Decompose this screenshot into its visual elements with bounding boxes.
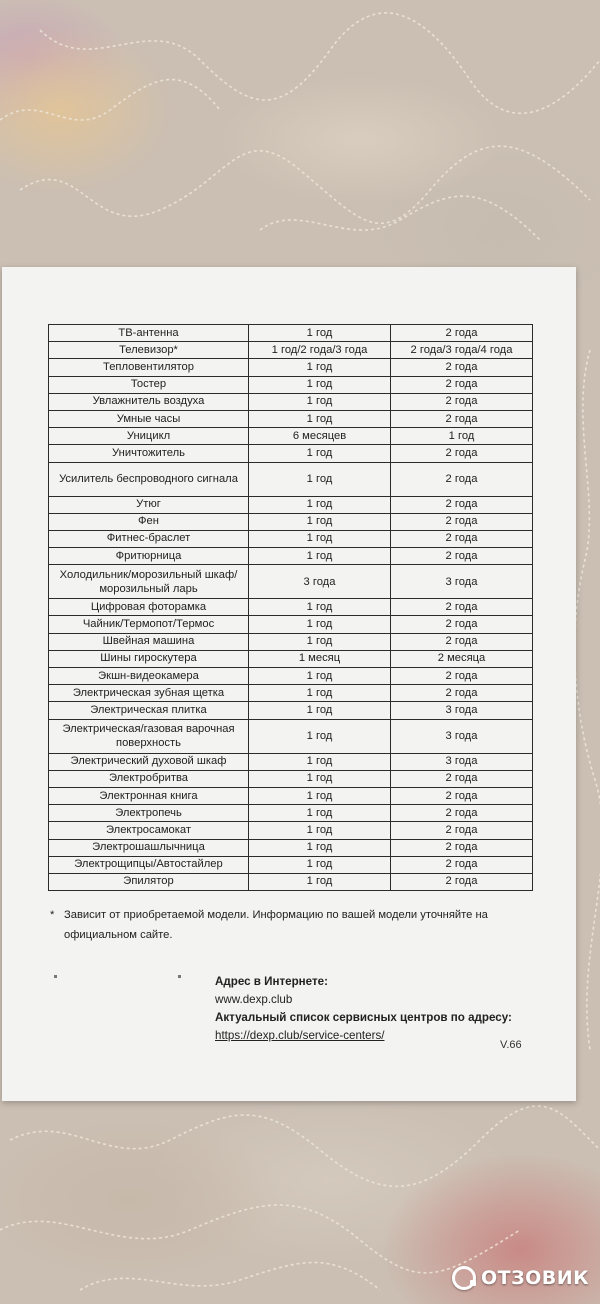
product-cell: Уничтожитель <box>49 445 249 462</box>
warranty-period-cell: 1 год <box>249 770 391 787</box>
warranty-period-cell: 1 год <box>249 513 391 530</box>
warranty-period-cell: 1 год <box>249 445 391 462</box>
product-cell: Фритюрница <box>49 548 249 565</box>
table-row <box>49 410 533 427</box>
service-life-cell: 2 года <box>391 685 533 702</box>
product-cell: Экшн-видеокамера <box>49 668 249 685</box>
internet-address-label: Адрес в Интернете: <box>215 975 328 988</box>
product-cell: Фен <box>49 513 249 530</box>
product-cell: Эпилятор <box>49 873 249 890</box>
product-cell: Тостер <box>49 376 249 393</box>
warranty-period-cell: 1 год <box>249 805 391 822</box>
contacts-block <box>215 973 545 1045</box>
table-row <box>49 770 533 787</box>
warranty-period-cell: 1 год <box>249 873 391 890</box>
table-row <box>49 839 533 856</box>
warranty-period-cell: 3 года <box>249 565 391 599</box>
otzovik-watermark <box>452 1263 589 1293</box>
service-life-cell: 2 года <box>391 325 533 342</box>
warranty-period-cell: 1 год <box>249 822 391 839</box>
warranty-period-cell: 1 месяц <box>249 650 391 667</box>
table-row <box>49 822 533 839</box>
product-cell: Электрический духовой шкаф <box>49 753 249 770</box>
warranty-period-cell: 1 год <box>249 616 391 633</box>
table-row <box>49 496 533 513</box>
table-row <box>49 428 533 445</box>
warranty-period-cell: 1 год <box>249 548 391 565</box>
crop-mark <box>178 975 181 978</box>
service-life-cell: 2 года <box>391 822 533 839</box>
product-cell: Телевизор* <box>49 342 249 359</box>
warranty-period-cell: 1 год <box>249 633 391 650</box>
website-address: www.dexp.club <box>215 993 293 1006</box>
product-cell: Электропечь <box>49 805 249 822</box>
otzovik-logo-icon <box>452 1266 476 1290</box>
warranty-period-cell: 1 год <box>249 668 391 685</box>
service-life-cell: 2 года <box>391 410 533 427</box>
service-life-cell: 2 года <box>391 616 533 633</box>
table-row <box>49 376 533 393</box>
product-cell: Фитнес-браслет <box>49 530 249 547</box>
table-row <box>49 342 533 359</box>
warranty-period-cell: 1 год <box>249 393 391 410</box>
table-row <box>49 445 533 462</box>
service-life-cell: 3 года <box>391 719 533 753</box>
service-life-cell: 3 года <box>391 702 533 719</box>
service-life-cell: 2 года <box>391 668 533 685</box>
warranty-period-cell: 1 год <box>249 719 391 753</box>
table-row <box>49 668 533 685</box>
product-cell: Увлажнитель воздуха <box>49 393 249 410</box>
product-cell: Электрошашлычница <box>49 839 249 856</box>
product-cell: Электрическая зубная щетка <box>49 685 249 702</box>
product-cell: Электробритва <box>49 770 249 787</box>
table-row <box>49 633 533 650</box>
table-row <box>49 513 533 530</box>
product-cell: Электронная книга <box>49 787 249 804</box>
table-row <box>49 359 533 376</box>
service-centers-label: Актуальный список сервисных центров по адресу: <box>215 1011 512 1024</box>
service-life-cell: 2 года <box>391 496 533 513</box>
footnote-text: Зависит от приобретаемой модели. Информацию по вашей модели уточняйте на официальном сайте. <box>64 909 488 941</box>
product-cell: Электрическая/газовая варочная поверхность <box>49 719 249 753</box>
table-row <box>49 462 533 496</box>
service-life-cell: 2 года <box>391 599 533 616</box>
warranty-period-cell: 1 год <box>249 787 391 804</box>
product-cell: Швейная машина <box>49 633 249 650</box>
warranty-period-cell: 1 год <box>249 410 391 427</box>
table-row <box>49 702 533 719</box>
warranty-period-cell: 1 год <box>249 702 391 719</box>
service-life-cell: 2 года <box>391 787 533 804</box>
table-row <box>49 805 533 822</box>
warranty-period-cell: 1 год/2 года/3 года <box>249 342 391 359</box>
service-life-cell: 2 года <box>391 530 533 547</box>
service-life-cell: 3 года <box>391 565 533 599</box>
table-row <box>49 856 533 873</box>
product-cell: Электрощипцы/Автостайлер <box>49 856 249 873</box>
crop-mark <box>54 975 57 978</box>
table-row <box>49 565 533 599</box>
service-life-cell: 2 года <box>391 633 533 650</box>
warranty-period-cell: 1 год <box>249 856 391 873</box>
watermark-text: ОТЗОВИК <box>481 1267 590 1289</box>
product-cell: Усилитель беспроводного сигнала <box>49 462 249 496</box>
table-row <box>49 530 533 547</box>
service-centers-link[interactable]: https://dexp.club/service-centers/ <box>215 1029 385 1042</box>
warranty-period-cell: 1 год <box>249 376 391 393</box>
warranty-table <box>48 324 533 891</box>
service-life-cell: 2 года <box>391 513 533 530</box>
table-row <box>49 393 533 410</box>
product-cell: Тепловентилятор <box>49 359 249 376</box>
footnote-marker: * <box>50 909 55 921</box>
warranty-period-cell: 1 год <box>249 359 391 376</box>
service-life-cell: 2 года/3 года/4 года <box>391 342 533 359</box>
product-cell: Цифровая фоторамка <box>49 599 249 616</box>
warranty-period-cell: 1 год <box>249 462 391 496</box>
service-life-cell: 2 месяца <box>391 650 533 667</box>
version-label: V.66 <box>500 1039 522 1051</box>
warranty-period-cell: 1 год <box>249 530 391 547</box>
warranty-period-cell: 1 год <box>249 496 391 513</box>
product-cell: Электросамокат <box>49 822 249 839</box>
product-cell: Холодильник/морозильный шкаф/морозильный ларь <box>49 565 249 599</box>
table-row <box>49 325 533 342</box>
table-row <box>49 548 533 565</box>
product-cell: ТВ-антенна <box>49 325 249 342</box>
table-row <box>49 685 533 702</box>
service-life-cell: 2 года <box>391 770 533 787</box>
table-row <box>49 616 533 633</box>
warranty-period-cell: 1 год <box>249 325 391 342</box>
service-life-cell: 2 года <box>391 805 533 822</box>
table-row <box>49 787 533 804</box>
service-life-cell: 2 года <box>391 376 533 393</box>
service-life-cell: 2 года <box>391 445 533 462</box>
table-row <box>49 753 533 770</box>
product-cell: Электрическая плитка <box>49 702 249 719</box>
service-life-cell: 2 года <box>391 856 533 873</box>
service-life-cell: 2 года <box>391 839 533 856</box>
service-life-cell: 1 год <box>391 428 533 445</box>
service-life-cell: 2 года <box>391 393 533 410</box>
table-row <box>49 599 533 616</box>
warranty-period-cell: 1 год <box>249 599 391 616</box>
service-life-cell: 2 года <box>391 873 533 890</box>
table-row <box>49 719 533 753</box>
table-row <box>49 650 533 667</box>
footnote <box>50 905 530 945</box>
warranty-period-cell: 1 год <box>249 753 391 770</box>
warranty-period-cell: 1 год <box>249 685 391 702</box>
service-life-cell: 2 года <box>391 359 533 376</box>
product-cell: Утюг <box>49 496 249 513</box>
warranty-period-cell: 6 месяцев <box>249 428 391 445</box>
product-cell: Шины гироскутера <box>49 650 249 667</box>
warranty-period-cell: 1 год <box>249 839 391 856</box>
warranty-page <box>2 267 576 1101</box>
service-life-cell: 3 года <box>391 753 533 770</box>
service-life-cell: 2 года <box>391 548 533 565</box>
product-cell: Умные часы <box>49 410 249 427</box>
product-cell: Уницикл <box>49 428 249 445</box>
service-life-cell: 2 года <box>391 462 533 496</box>
table-row <box>49 873 533 890</box>
product-cell: Чайник/Термопот/Термос <box>49 616 249 633</box>
